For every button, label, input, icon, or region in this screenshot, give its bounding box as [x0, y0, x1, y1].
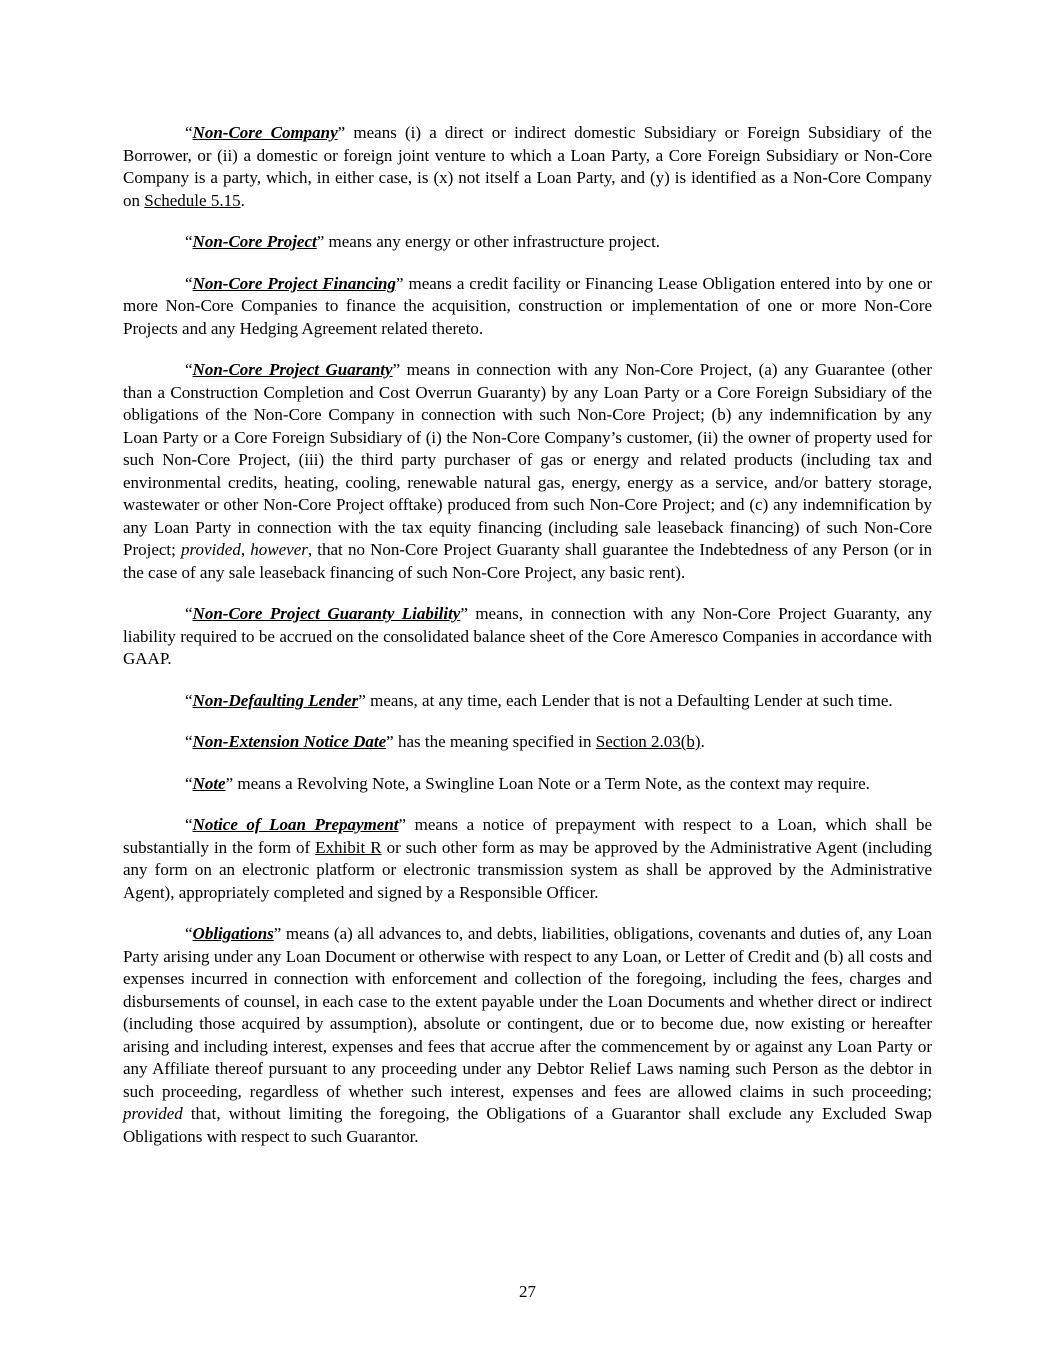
text-segment: that, without limiting the foregoing, the Obligations of a Guarantor shall exclude any Excluded Swap Obligations with respect to such Guarantor. [123, 1104, 932, 1146]
defined-term: Obligations [192, 924, 274, 943]
document-body [123, 0, 932, 1148]
text-segment: “ [185, 273, 193, 293]
text-segment: “ [185, 690, 193, 710]
def-non-defaulting-lender [123, 690, 932, 713]
text-segment: Schedule 5.15 [144, 190, 241, 210]
page-number: 27 [519, 1282, 536, 1301]
def-obligations [123, 923, 932, 1148]
text-segment: “ [185, 123, 193, 142]
text-segment: , that no Non-Core Project Guaranty shall guarantee the Indebtedness of any Person (or in the case of any sale leaseback financing of such Non-Core Project, any basic rent). [123, 540, 932, 582]
text-segment: “ [185, 773, 193, 793]
defined-term: Non-Extension Notice Date [192, 732, 387, 751]
text-segment: “ [185, 815, 193, 834]
text-segment: Exhibit R [315, 837, 382, 857]
defined-term: Non-Defaulting Lender [192, 690, 359, 710]
text-segment: ” means (a) all advances to, and debts, liabilities, obligations, covenants and duties of, any Loan Party arising under any Loan Document or otherwise with respect to any Loan, or Letter of Credit and (b) all costs and expenses incurred in connection with enforcement and collection of the foregoing, including the fees, charges and disbursements of counsel, in each case to the extent payable under the Loan Documents and whether direct or indirect (including those acquired by assumption), absolute or contingent, due or to become due, now existing or hereafter arising and including interest, expenses and fees that accrue after the commencement by or against any Loan Party or any Affiliate thereof pursuant to any proceeding under any Debtor Relief Laws naming such Person as the debtor in such proceeding, regardless of whether such interest, expenses and fees are allowed claims in such proceeding; [123, 924, 932, 1101]
text-segment: provided [123, 1104, 183, 1123]
text-segment: ” means in connection with any Non-Core Project, (a) any Guarantee (other than a Construction Completion and Cost Overrun Guaranty) by any Loan Party or a Core Foreign Subsidiary of the obligations of the Non-Core Company in connection with such Non-Core Project; (b) any indemnification by any Loan Party or a Core Foreign Subsidiary of (i) the Non-Core Company’s customer, (ii) the owner of property used for such Non-Core Project, (iii) the third party purchaser of gas or energy and related products (including tax and environmental credits, heating, cooling, renewable natural gas, energy, energy as a service, and/or battery storage, wastewater or other Non-Core Project offtake) produced from such Non-Core Project; and (c) any indemnification by any Loan Party in connection with the tax equity financing (including sale leaseback financing) of such Non-Core Project; [123, 360, 932, 559]
def-notice-of-loan-prepayment [123, 814, 932, 904]
text-segment: provided [181, 540, 241, 559]
text-segment: “ [185, 924, 193, 943]
text-segment: , [240, 540, 251, 559]
defined-term: Non-Core Project Financing [192, 273, 397, 293]
defined-term: Non-Core Project Guaranty [192, 360, 393, 379]
defined-term: Non-Core Company [192, 123, 338, 142]
text-segment: . [700, 732, 705, 751]
def-note [123, 773, 932, 796]
text-segment: “ [185, 604, 193, 623]
text-segment: or such other form as may be approved by the Administrative Agent (including any form on an electronic platform or electronic transmission system as shall be approved by the Administrative Agent), appropriately completed and signed by a Responsible Officer. [123, 837, 932, 902]
defined-term: Non-Core Project Guaranty Liability [192, 604, 461, 623]
def-non-core-company [123, 122, 932, 212]
text-segment: ” has the meaning specified in [386, 732, 596, 751]
text-segment: ” means a Revolving Note, a Swingline Loan Note or a Term Note, as the context may require. [225, 773, 870, 793]
text-segment: ” means a notice of prepayment with respect to a Loan, which shall be substantially in the form of [123, 815, 932, 857]
text-segment: ” means (i) a direct or indirect domestic Subsidiary or Foreign Subsidiary of the Borrower, or (ii) a domestic or foreign joint venture to which a Loan Party, a Core Foreign Subsidiary or Non-Core Company is a party, which, in either case, is (x) not itself a Loan Party, and (y) is identified as a Non-Core Company on [123, 123, 932, 210]
text-segment: “ [185, 232, 193, 251]
text-segment: “ [185, 732, 193, 751]
def-non-extension-notice-date [123, 731, 932, 754]
def-non-core-project-guaranty-liability [123, 603, 932, 671]
text-segment: ” means any energy or other infrastructure project. [316, 232, 661, 251]
def-non-core-project-financing [123, 273, 932, 341]
text-segment: “ [185, 360, 193, 379]
text-segment: ” means a credit facility or Financing Lease Obligation entered into by one or more Non-Core Companies to finance the acquisition, construction or implementation of one or more Non-Core Projects and any Hedging Agreement related thereto. [123, 273, 932, 338]
text-segment: however [250, 540, 308, 559]
defined-term: Notice of Loan Prepayment [192, 815, 399, 834]
defined-term: Note [192, 773, 226, 793]
text-segment: Section 2.03(b) [595, 732, 701, 751]
def-non-core-project-guaranty [123, 359, 932, 584]
text-segment: ” means, at any time, each Lender that is not a Defaulting Lender at such time. [358, 690, 893, 710]
def-non-core-project [123, 231, 932, 254]
text-segment: . [240, 190, 245, 210]
defined-term: Non-Core Project [192, 232, 317, 251]
text-segment: ” means, in connection with any Non-Core Project Guaranty, any liability required to be accrued on the consolidated balance sheet of the Core Ameresco Companies in accordance with GAAP. [123, 604, 932, 668]
